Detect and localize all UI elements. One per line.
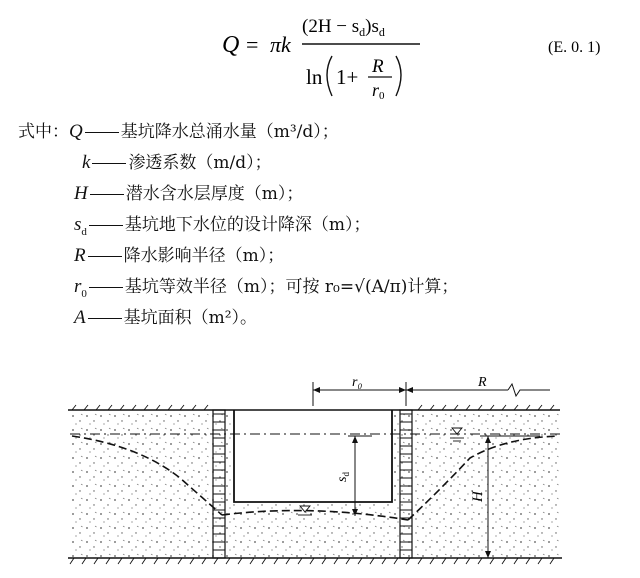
legend-symbol: $r_0$ (74, 276, 87, 300)
pit-interior (234, 410, 392, 502)
legend-row-h (18, 178, 618, 209)
formula (0, 0, 640, 110)
symbol-legend (18, 116, 618, 333)
dim-H-label: H (470, 491, 486, 502)
well-left (213, 410, 225, 558)
legend-dash (89, 287, 123, 288)
formula-den-ln: ln (306, 65, 323, 89)
legend-description: 基坑等效半径（m）；可按 r₀=√(A/π)计算； (124, 277, 459, 297)
legend-symbol: k (82, 152, 91, 173)
formula-den-r: r0 (372, 80, 385, 102)
legend-prefix: 式中： (18, 122, 69, 142)
legend-row-a (18, 302, 618, 333)
legend-description: 潜水含水层厚度（m）； (125, 184, 304, 204)
legend-dash (90, 194, 124, 195)
legend-row-q (18, 116, 618, 147)
dim-R-break (508, 384, 550, 396)
legend-description: 基坑面积（m²）。 (123, 308, 258, 328)
well-right (400, 410, 412, 558)
formula-den-R: R (372, 56, 384, 77)
formula-numerator: $(2H - s_d)s_d$ (302, 16, 385, 39)
formula-pi-k: πk (270, 32, 291, 57)
legend-row-r0 (18, 271, 618, 302)
formula-den-one-plus: 1+ (336, 65, 359, 89)
formula-equals: = (246, 32, 259, 57)
foundation-pit-diagram (0, 370, 640, 578)
legend-dash (88, 256, 122, 257)
base-hatch (70, 558, 554, 564)
legend-row-r (18, 240, 618, 271)
formula-right-paren (396, 56, 401, 96)
legend-dash (89, 225, 123, 226)
dim-r0-label: r₀ (352, 375, 363, 390)
legend-symbol: A (74, 307, 86, 328)
legend-description: 基坑降水总涌水量（m³/d）； (120, 122, 339, 142)
legend-symbol: H (74, 183, 88, 204)
dim-R-label: R (478, 375, 487, 390)
formula-lhs: Q (222, 32, 240, 58)
legend-symbol: R (74, 245, 86, 266)
legend-description: 渗透系数（m/d）； (128, 153, 272, 173)
legend-dash (85, 132, 119, 133)
legend-dash (92, 163, 126, 164)
formula-left-paren (327, 56, 332, 96)
legend-dash (88, 318, 122, 319)
legend-row-sd (18, 209, 618, 240)
dim-sd-label: $s_d$ (335, 472, 351, 482)
formula-label: (E. 0. 1) (548, 39, 601, 56)
legend-row-k (18, 147, 618, 178)
legend-description: 基坑地下水位的设计降深（m）； (124, 215, 371, 235)
legend-description: 降水影响半径（m）； (123, 246, 285, 266)
legend-symbol: $s_d$ (74, 214, 87, 238)
legend-symbol: Q (69, 121, 83, 142)
